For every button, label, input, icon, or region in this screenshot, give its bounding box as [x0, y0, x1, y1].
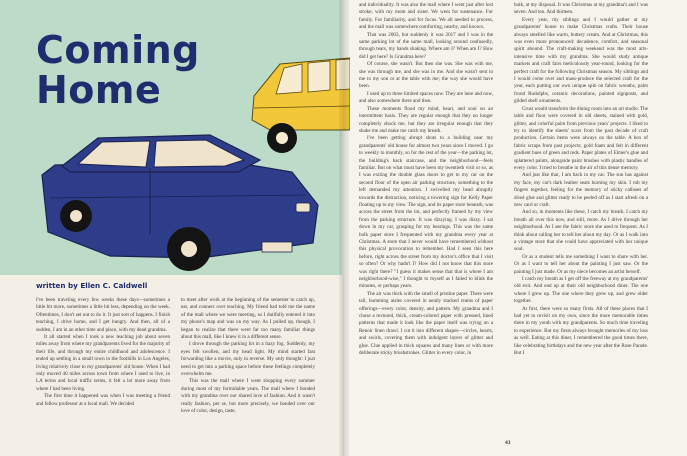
- yellow-car-illustration: [250, 50, 350, 160]
- paragraph: Crust would transform the dining room into an art studio. The table and floor were covered in old sheets, stained with gold, glitter, and colorful paint from previous years' projects. I liked to try to identify the sheets' scars from the past decade of craft production. Certain items were always on the table. A box of fabric scraps from past projects; gold foam and felt in different gradient hues of green and reds. Paper plates of Elmer's glue and splattered paints, alongside paint brushes with plastic handles of every color. I tried to breathe in the air of this dense memory.: [514, 105, 648, 171]
- left-column-1: [36, 297, 170, 451]
- paragraph: bulk, at my disposal. It was Christmas at my grandma's and I was seven. And ten. And thirteen.: [514, 2, 648, 16]
- paragraph: Every year, my siblings and I would gather at my grandparents' house to make Christmas crafts. Their house always smelled like warm, buttery cream. And at Christmas, this was even more pronounced: decadence, comfort, and seasonal spirit abound. The craft-making weekend was the most arts-intensive time with my grandma. She would study antique markets and craft fairs meticulously year-round, looking for the perfect craft for the following Christmas season. My siblings and I would come over and mass-produce the selected craft for the year, each putting our own unique spin on fabric wreaths, palm frond Rudolphs, ceramic decorations, painted signposts, and gilded shell ornaments.: [514, 16, 648, 105]
- yellow-car-window-2: [308, 61, 330, 92]
- paragraph: It all started when I took a new teaching job about seven miles away from where my grandparents lived for the majority of their life, and through my entire childhood and adolescence. I ended up settling in a small town in the foothills in Los Angeles, living relatively close to my grandparents' old house. When I had only moved 40 miles across town from where I used to live, in LA terms and local traffic terms, it felt a lot more away from where I had been living.: [36, 334, 170, 392]
- paragraph: to meet after work at the beginning of the semester to catch up, eat, and connect over teaching. My friend had told me the name of the mall where we were meeting, so I dutifully entered it into my phone's map and was on my way. As I pulled up, though, I began to realize that there were far too many familiar things about this mall, like I knew it in a different sense.: [181, 297, 315, 341]
- paragraph: I drove through the parking lot in a hazy fog. Suddenly, my eyes felt swollen, and my head light. My mind started fast forwarding like a movie, only in reverse. My only thought: I just need to get into a parking space before these feelings completely overwhelm me.: [181, 341, 315, 378]
- title-line-1: Coming: [36, 28, 200, 72]
- bumper: [262, 242, 292, 252]
- left-column-2: [181, 297, 315, 451]
- title-line-2: Home: [36, 68, 162, 112]
- blue-car-front-window: [154, 140, 244, 167]
- paragraph: Or as a student tells me something I want to share with her. Or as I want to tell her about the painting I just saw. Or the painting I just made. Or as my niece becomes an artist herself.: [514, 253, 648, 275]
- right-page: [344, 0, 687, 456]
- paragraph: I catch my breath as I get off the freeway at my grandparents' old exit. And end up at their old neighborhood diner. The one where I grew up. The one where they grew up, and grew older together.: [514, 276, 648, 305]
- rear-hubcap: [70, 210, 82, 222]
- paragraph: and individuality. It was also the mall where I went just after lost stroke, with my mom and sister. We went for sustenance. For family. For familiarity, and for focus. We all needed to process, and the mall was somewhere comforting, nearby, and known.: [359, 2, 493, 31]
- paragraph: The air was thick with the smell of pristine paper. There were tall, humming aisles covered in neatly stacked reams of paper offerings—every color, density, and pattern. My grandma and I chose a textured, thick, cream-colored paper with pressed, lined patterns that made it look like the paper itself was trying on a Renoir linen drawl. I cut it into different shapes—circles, hearts, and swirls, covering them with indulgent layers of glitter and glue. Clue applied in thick squares and many lines or with more deliberate sticky brushstrokes. Glitter in every color, in: [359, 290, 493, 357]
- paragraph: And so, in moments like these, I catch my breath. I catch my breath all over this now, and still, more. As I drive through her neighborhood. As I see the fabric store she used to frequent. As I think about calling her to tell her about my day. Or as I walk into a vintage store that she could have appreciated with her unique soul.: [514, 209, 648, 253]
- paragraph: Of course, she wasn't. But then she was. She was with me, she was through me, and she was in me. And she wasn't sent to me to my son or at the table with me; the way she would have been.: [359, 61, 493, 90]
- yellow-car-hubcap: [276, 132, 288, 144]
- page-gutter: [339, 0, 349, 456]
- paragraph: At first, there were so many firsts. All of these places that I had yet to revisit on my own, since the more memorable times there in my youth with my grandparents. So much time traveling to experience. But my firsts always brought memories of my loss as well. Eating at this diner, I remembered the good times there, like celebrating birthdays and the new year after the Rose Parade. But I: [514, 305, 648, 357]
- front-hubcap: [181, 241, 197, 257]
- paragraph: And just like that, I am back in my car. The sun has against my face, my car's dark leather seats burning my skin. I rub my fingers together, feeling for the memory of sticky calluses of dried glue and glitter ready to be peeled off as I start afresh on a new card or craft.: [514, 172, 648, 208]
- byline: written by Ellen C. Caldwell: [36, 281, 148, 290]
- paragraph: That was 2003, but suddenly it was 2017 and I was in the same parking lot of the same mall, looking around confusedly, through tears, my hands shaking. Where am I? When am I? How did I get here? Is Grandma here?: [359, 31, 493, 60]
- paragraph: I used up to three limited spaces now. They are here and now, and also somewhere there and then.: [359, 90, 493, 105]
- page-number: 43: [505, 440, 511, 446]
- paragraph: I've been getting abrupt shots to a building near my grandparents' old house for almost two years since I moved. I go to weekly to monthly, so for the rest of the year—the parking lot, the building's back staircase, and the neighborhood—feels familiar. But on what must have been my twentieth visit or so, as I was exiting the double glass doors to get to my car on the second floor of the open air parking structure, something to the left demanded my attention. I swivelled my head abruptly towards the distraction, noticing a towering sign for Kelly Paper floating up to my view. The sign, and its paper store beneath, was across the street from the lot, and perfectly framed by my view from the parking structure. It was dizzying. I was dizzy. I sat down in my car, grasping for my bearings. This was the same bulk paper store I frequented with my grandma every year at Christmas. A store that I never would have remembered without this physical provocation to remember. Had I seen this here before, right across the street from my doctor's office that I visit so often? Or why hadn't I? How did I not know that this store was right there? "I guess it makes sense that that is where I am neighborhood-wise," I thought to myself as I failed to blink the minutes, or perhaps years.: [359, 135, 493, 290]
- paragraph: These moments flood my mind, heart, and soul on an intermittent basis. They are regular enough that they no longer completely shock me, but they are irregular enough that they shake me and make me catch my breath.: [359, 105, 493, 134]
- paragraph: The first time it happened was when I was meeting a friend and fellow professor at a local mall. We decided: [36, 393, 170, 407]
- right-column-1: [359, 2, 493, 438]
- paragraph: This was the mall where I went shopping every summer during most of my formidable years. The mall where I bonded with my grandma over our shared love of fashion. And it wasn't really fashion, per se, but more precisely, we bonded over our love of color, design, taste,: [181, 378, 315, 415]
- headlight: [296, 203, 310, 212]
- paragraph: I've been traveling every few weeks these days—sometimes a little bit more, sometimes a little bit less, depending on the week. Oftentimes, I don't set out to do it. It just sort of happens. I finish teaching, I drive home, and I get hungry. And then, all of a sudden, I am in an other time and place, with my dead grandma.: [36, 297, 170, 333]
- right-column-2: [514, 2, 648, 438]
